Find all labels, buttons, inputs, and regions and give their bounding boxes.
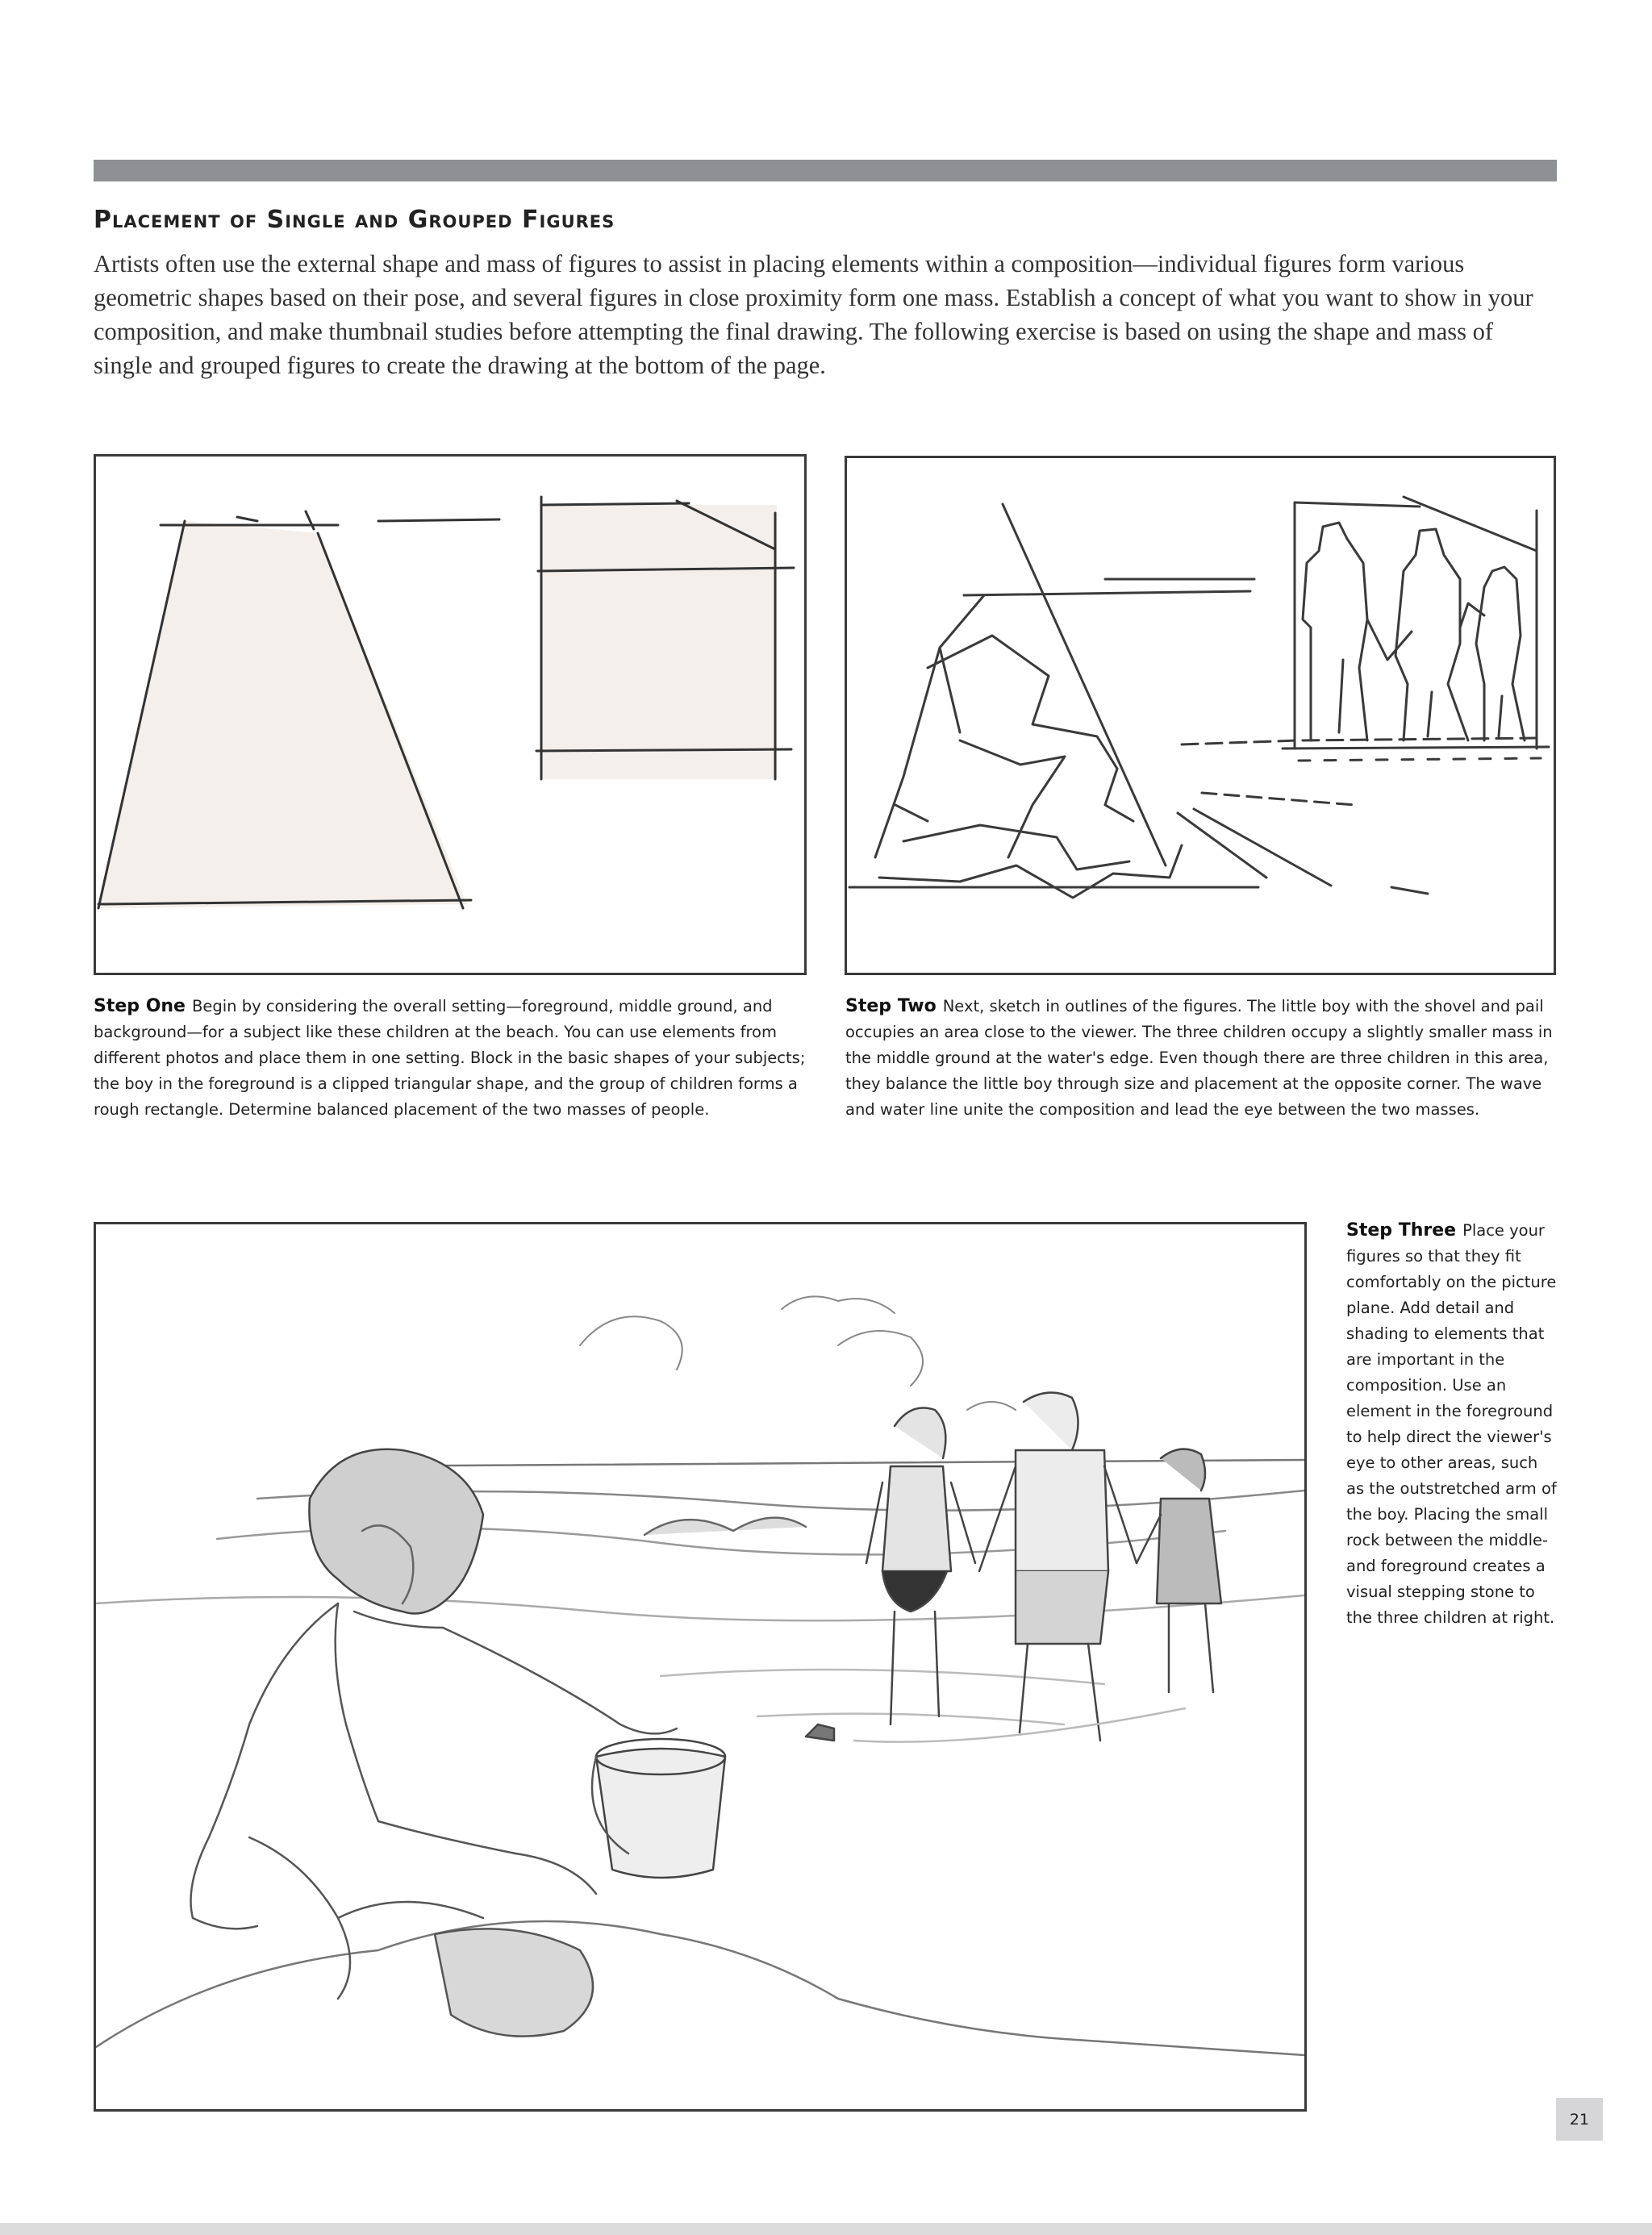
- step-three-text: Place your figures so that they fit comfortably on the picture plane. Add detail and shading to elements that are important in the composition. Use an element in the foreground to help direct the viewer's eye to other areas, such as the outstretched arm of the boy. Placing the small rock between the middle- and foreground creates a visual stepping stone to the three children at right.: [1346, 1221, 1557, 1627]
- step-two-text: Next, sketch in outlines of the figures. The little boy with the shovel and pail occupies an area close to the viewer. The three children occupy a slightly smaller mass in the middle ground at the water's edge. Even though there are three children in this area, they balance the little boy through size and placement at the opposite corner. The wave and water line unite the composition and lead the eye between the two masses.: [845, 997, 1553, 1119]
- step-three-illustration: [94, 1222, 1307, 2112]
- step-two-illustration: [845, 456, 1556, 975]
- step-one-caption: [94, 994, 811, 1123]
- intro-paragraph: Artists often use the external shape and mass of figures to assist in placing elements within a composition—individual figures form various geometric shapes based on their pose, and several figures in close proximity form one mass. Establish a concept of what you want to show in your composition, and make thumbnail studies before attempting the final drawing. The following exercise is based on using the shape and mass of single and grouped figures to create the drawing at the bottom of the page.: [94, 250, 1533, 379]
- bottom-edge-band: [0, 2223, 1652, 2235]
- step-two-caption: [845, 994, 1563, 1123]
- step-three-caption: [1346, 1218, 1558, 1631]
- page-number: 21: [1556, 2098, 1603, 2141]
- step-two-label: Step Two: [845, 996, 937, 1016]
- step-one-illustration: [94, 454, 807, 975]
- step-one-text: Begin by considering the overall setting—foreground, middle ground, and background—for a subject like these children at the beach. You can use elements from different photos and place them in one setting. Block in the basic shapes of your subjects; the boy in the foreground is a clipped triangular shape, and the group of children forms a rough rectangle. Determine balanced placement of the two masses of people.: [94, 997, 806, 1119]
- step-three-label: Step Three: [1346, 1220, 1457, 1241]
- page-heading: Placement of Single and Grouped Figures: [94, 206, 615, 234]
- section-header-bar: [94, 160, 1557, 181]
- step-one-label: Step One: [94, 996, 186, 1016]
